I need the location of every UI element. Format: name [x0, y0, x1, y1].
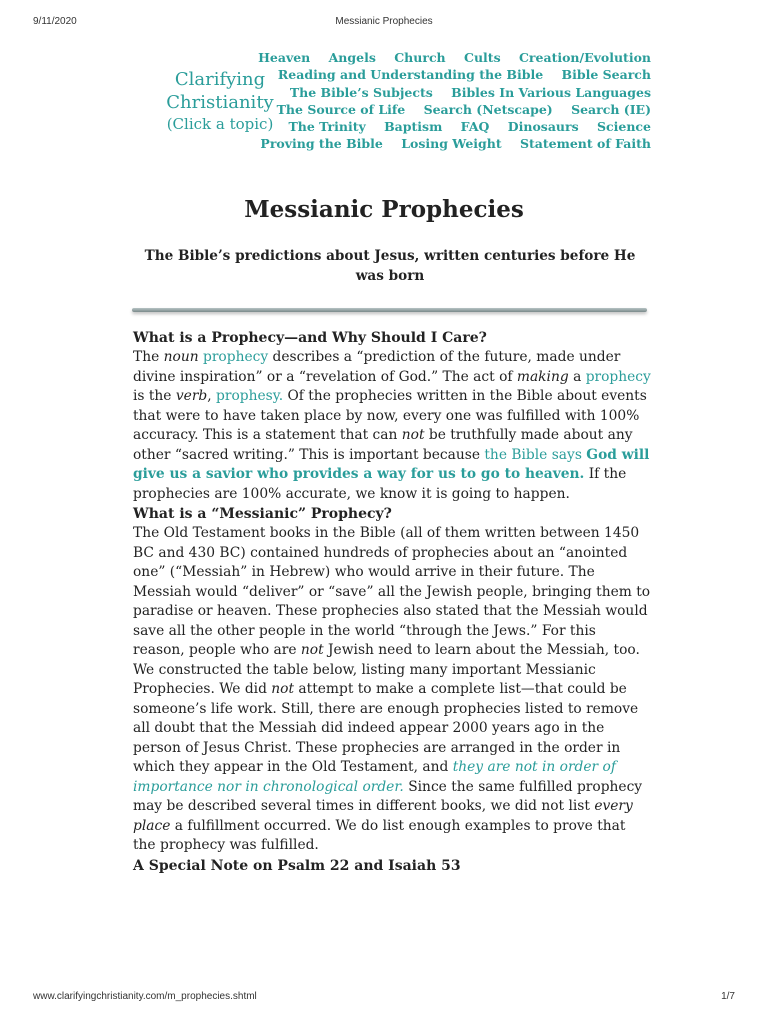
link-prophecy-2[interactable]: prophecy — [585, 368, 651, 385]
nav-link-baptism[interactable]: Baptism — [384, 119, 443, 135]
text-run-emphasis: verb — [175, 388, 208, 404]
text-run-emphasis: not — [300, 642, 324, 658]
nav-link-trinity[interactable]: The Trinity — [288, 119, 366, 135]
nav-link-creation-evolution[interactable]: Creation/Evolution — [518, 50, 651, 65]
text-run: , — [207, 388, 217, 404]
print-page-number: 1/7 — [721, 991, 735, 1002]
nav-link-faq[interactable]: FAQ — [460, 119, 490, 135]
text-run-emphasis: making — [516, 368, 569, 385]
brand-hint: (Click a topic) — [166, 115, 274, 133]
text-run: We constructed the table below, listing many important Messianic Prophecies. We did — [133, 661, 596, 697]
text-run: a — [568, 368, 586, 385]
link-bible-says[interactable]: the Bible says — [484, 446, 582, 463]
nav-row — [244, 101, 651, 118]
nav-link-bible-search[interactable]: Bible Search — [561, 67, 651, 83]
topic-nav — [244, 49, 651, 153]
text-run: Jewish need to learn about the Messiah, too. — [323, 642, 640, 658]
text-run-emphasis: not — [271, 681, 295, 697]
nav-link-bible-subjects[interactable]: The Bible’s Subjects — [289, 84, 433, 100]
text-run: be truthfully made about any other “sacred writing.” This is important because — [133, 427, 633, 463]
nav-link-heaven[interactable]: Heaven — [258, 50, 311, 65]
text-run: Since the same fulfilled prophecy may be described several times in different books, we did not list — [133, 778, 643, 814]
nav-link-search-ie[interactable]: Search (IE) — [571, 101, 651, 117]
nav-link-angels[interactable]: Angels — [328, 50, 376, 65]
link-prophecy[interactable]: prophecy — [203, 349, 269, 365]
brand-line2: Christianity — [166, 92, 274, 113]
nav-link-statement-of-faith[interactable]: Statement of Faith — [520, 136, 651, 152]
section-heading: A Special Note on Psalm 22 and Isaiah 53 — [133, 857, 461, 874]
paragraph — [133, 348, 651, 504]
page-title: Messianic Prophecies — [244, 196, 524, 223]
nav-link-source-of-life[interactable]: The Source of Life — [276, 101, 406, 117]
text-run: is the — [133, 388, 176, 404]
nav-row — [244, 135, 651, 152]
nav-row — [244, 118, 651, 135]
text-run-emphasis: every place — [133, 798, 633, 834]
nav-row — [244, 84, 651, 101]
nav-link-science[interactable]: Science — [597, 119, 651, 135]
link-prophesy[interactable]: prophesy. — [216, 388, 284, 404]
text-run: The Old Testament books in the Bible (all of them written between 1450 BC and 430 BC) contained hundreds of prophecies about an “anointed one” (“Messiah” in Hebrew) who would arrive in their future. The Messiah would “deliver” or “save” all the Jewish people, bringing them to paradise or heaven. These prophecies also stated that the Messiah would save all the other people in the world “through the Jews.” For this reason, people who are — [133, 525, 651, 658]
print-date: 9/11/2020 — [33, 16, 77, 27]
text-run: describes a “prediction of the future, made under divine inspiration” or a “revelation of God.” The act of — [133, 349, 621, 385]
nav-link-reading-bible[interactable]: Reading and Understanding the Bible — [277, 67, 544, 83]
paragraph — [133, 661, 651, 856]
section-heading: What is a “Messianic” Prophecy? — [133, 506, 392, 522]
text-run: If the prophecies are 100% accurate, we know it is going to happen. — [133, 466, 627, 502]
print-url: www.clarifyingchristianity.com/m_prophecies.shtml — [33, 991, 257, 1002]
nav-link-cults[interactable]: Cults — [464, 50, 501, 65]
paragraph — [133, 524, 651, 661]
nav-row — [244, 49, 651, 66]
text-run-emphasis: noun — [163, 349, 199, 365]
link-not-in-order[interactable]: they are not in order of importance nor in chronological order. — [133, 759, 616, 795]
nav-link-bibles-languages[interactable]: Bibles In Various Languages — [451, 84, 651, 100]
nav-link-proving-bible[interactable]: Proving the Bible — [260, 136, 383, 152]
text-run: attempt to make a complete list—that could be someone’s life work. Still, there are enough prophecies listed to remove all doubt that the Messiah did indeed appear 2000 years ago in the person of Jesus Christ. These prophecies are arranged in the order in which they appear in the Old Testament, and — [133, 681, 639, 775]
link-savior[interactable]: God will give us a savior who provides a way for us to go to heaven. — [133, 446, 650, 482]
nav-link-losing-weight[interactable]: Losing Weight — [401, 136, 502, 152]
print-title: Messianic Prophecies — [335, 16, 433, 27]
article-body — [133, 328, 651, 876]
page-subtitle: The Bible’s predictions about Jesus, written centuries before He was born — [144, 248, 636, 284]
text-run: a fulfillment occurred. We do list enough examples to prove that the prophecy was fulfilled. — [133, 817, 626, 853]
nav-row — [244, 66, 651, 83]
text-run: The — [133, 349, 164, 365]
text-run: Of the prophecies written in the Bible about events that were to have taken place by now, every one was fulfilled with 100% accuracy. This is a statement that can — [133, 388, 647, 443]
divider — [132, 308, 647, 312]
brand-line1: Clarifying — [174, 69, 266, 90]
nav-link-search-netscape[interactable]: Search (Netscape) — [423, 101, 553, 117]
section-heading: What is a Prophecy—and Why Should I Care? — [133, 330, 487, 346]
text-run-emphasis: not — [401, 427, 425, 443]
nav-link-church[interactable]: Church — [394, 50, 446, 65]
nav-link-dinosaurs[interactable]: Dinosaurs — [507, 119, 579, 135]
